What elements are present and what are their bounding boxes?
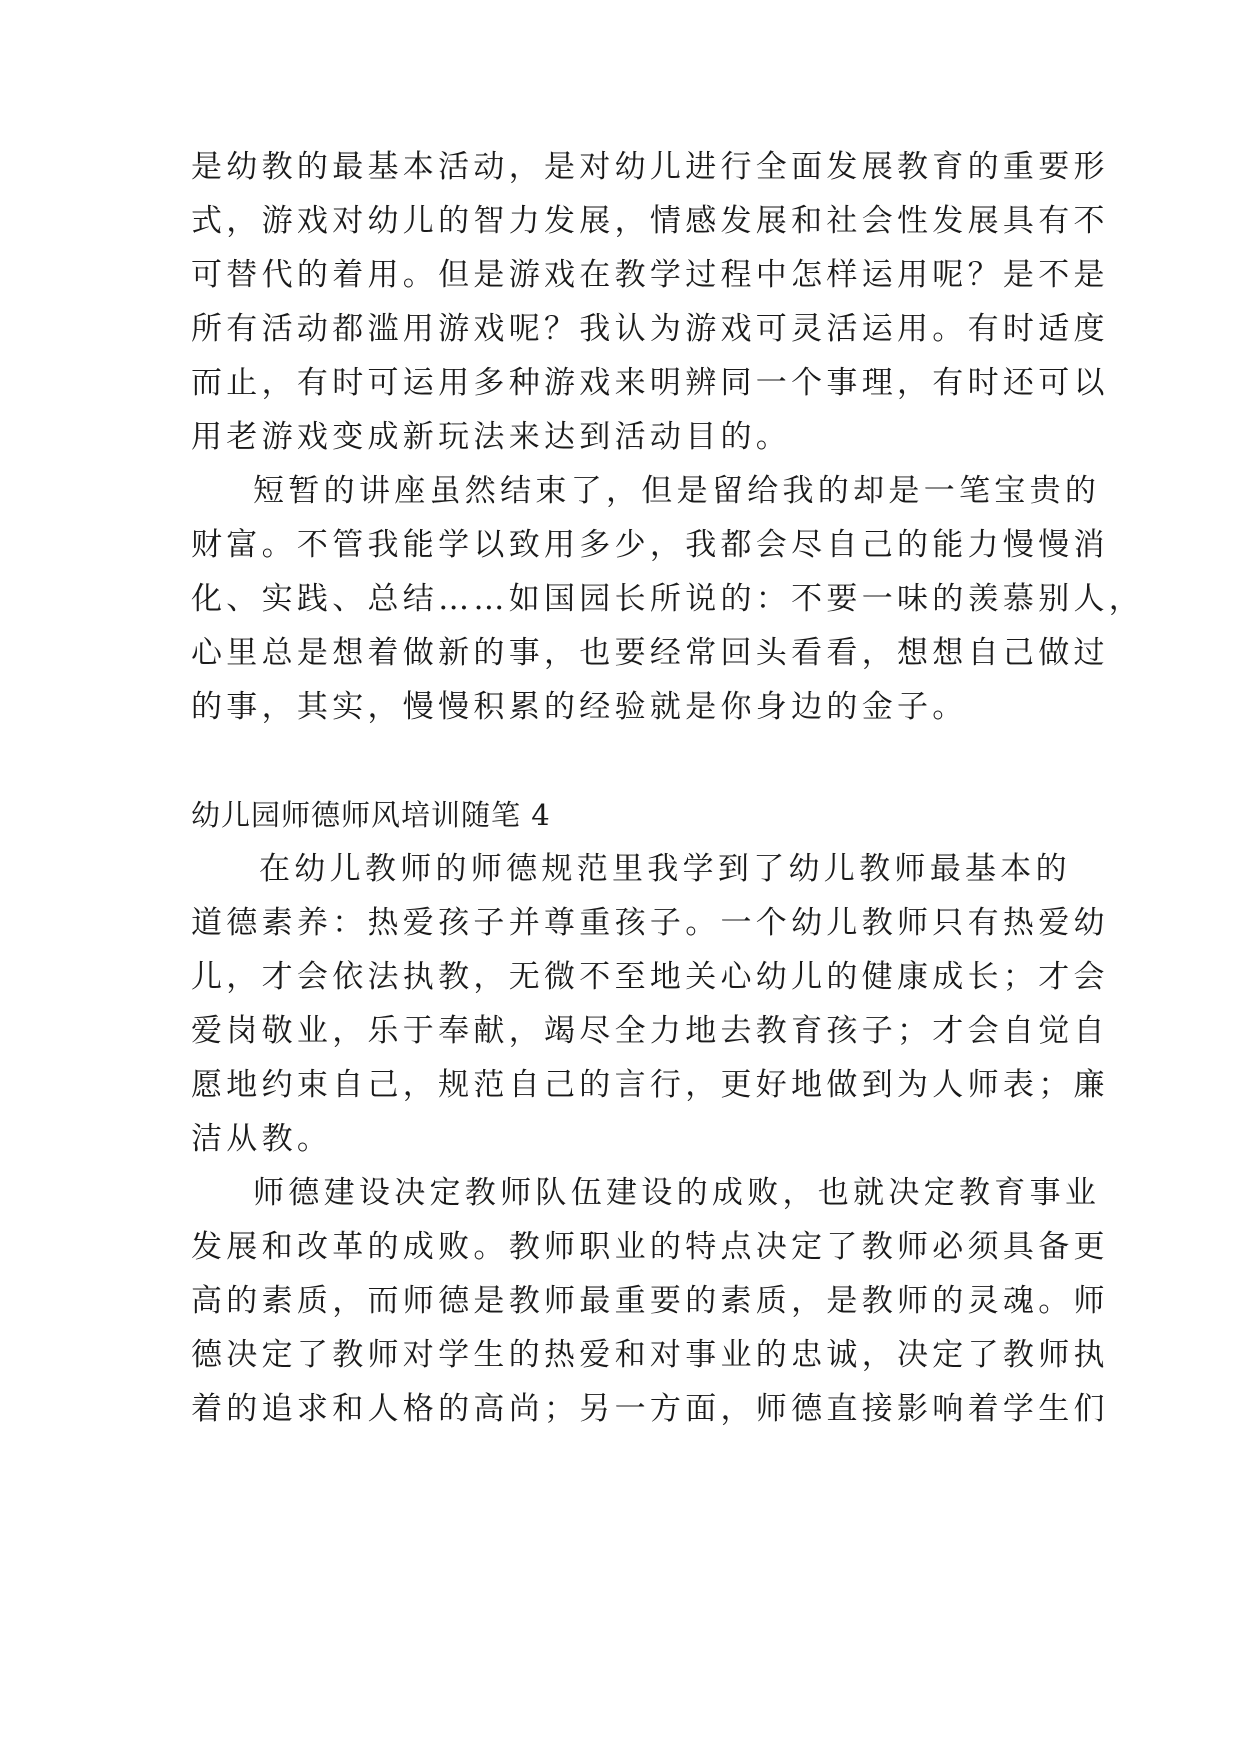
paragraph-2-line: 短暂的讲座虽然结束了，但是留给我的却是一笔宝贵的 (253, 473, 1101, 509)
paragraph-2-line: 财富。不管我能学以致用多少，我都会尽自己的能力慢慢消 (191, 527, 1109, 563)
paragraph-2-line: 化、实践、总结……如国园长所说的：不要一味的羡慕别人， (191, 581, 1145, 617)
paragraph-3-line: 道德素养：热爱孩子并尊重孩子。一个幼儿教师只有热爱幼 (191, 905, 1109, 941)
paragraph-1-line: 可替代的着用。但是游戏在教学过程中怎样运用呢？是不是 (191, 257, 1109, 293)
paragraph-3-line: 愿地约束自己，规范自己的言行，更好地做到为人师表；廉 (191, 1067, 1109, 1103)
paragraph-4-line: 高的素质，而师德是教师最重要的素质，是教师的灵魂。师 (191, 1283, 1109, 1319)
paragraph-4-line: 师德建设决定教师队伍建设的成败，也就决定教育事业 (253, 1175, 1101, 1211)
paragraph-3-line: 爱岗敬业，乐于奉献，竭尽全力地去教育孩子；才会自觉自 (191, 1013, 1109, 1049)
paragraph-3-line: 洁从教。 (191, 1121, 333, 1157)
paragraph-3-line: 儿，才会依法执教，无微不至地关心幼儿的健康成长；才会 (191, 959, 1109, 995)
paragraph-3-line: 在幼儿教师的师德规范里我学到了幼儿教师最基本的 (259, 851, 1071, 887)
section-heading: 幼儿园师德师风培训随笔 4 (191, 798, 551, 832)
paragraph-2-line: 的事，其实，慢慢积累的经验就是你身边的金子。 (191, 689, 968, 725)
paragraph-4-line: 发展和改革的成败。教师职业的特点决定了教师必须具备更 (191, 1229, 1109, 1265)
paragraph-1-line: 所有活动都滥用游戏呢？我认为游戏可灵活运用。有时适度 (191, 311, 1109, 347)
paragraph-1-line: 式，游戏对幼儿的智力发展，情感发展和社会性发展具有不 (191, 203, 1109, 239)
paragraph-4-line: 德决定了教师对学生的热爱和对事业的忠诚，决定了教师执 (191, 1337, 1109, 1373)
paragraph-1-line: 是幼教的最基本活动，是对幼儿进行全面发展教育的重要形 (191, 149, 1109, 185)
paragraph-2-line: 心里总是想着做新的事，也要经常回头看看，想想自己做过 (191, 635, 1109, 671)
paragraph-1-line: 而止，有时可运用多种游戏来明辨同一个事理，有时还可以 (191, 365, 1109, 401)
paragraph-4-line: 着的追求和人格的高尚；另一方面，师德直接影响着学生们 (191, 1391, 1109, 1427)
paragraph-1-line: 用老游戏变成新玩法来达到活动目的。 (191, 419, 792, 455)
